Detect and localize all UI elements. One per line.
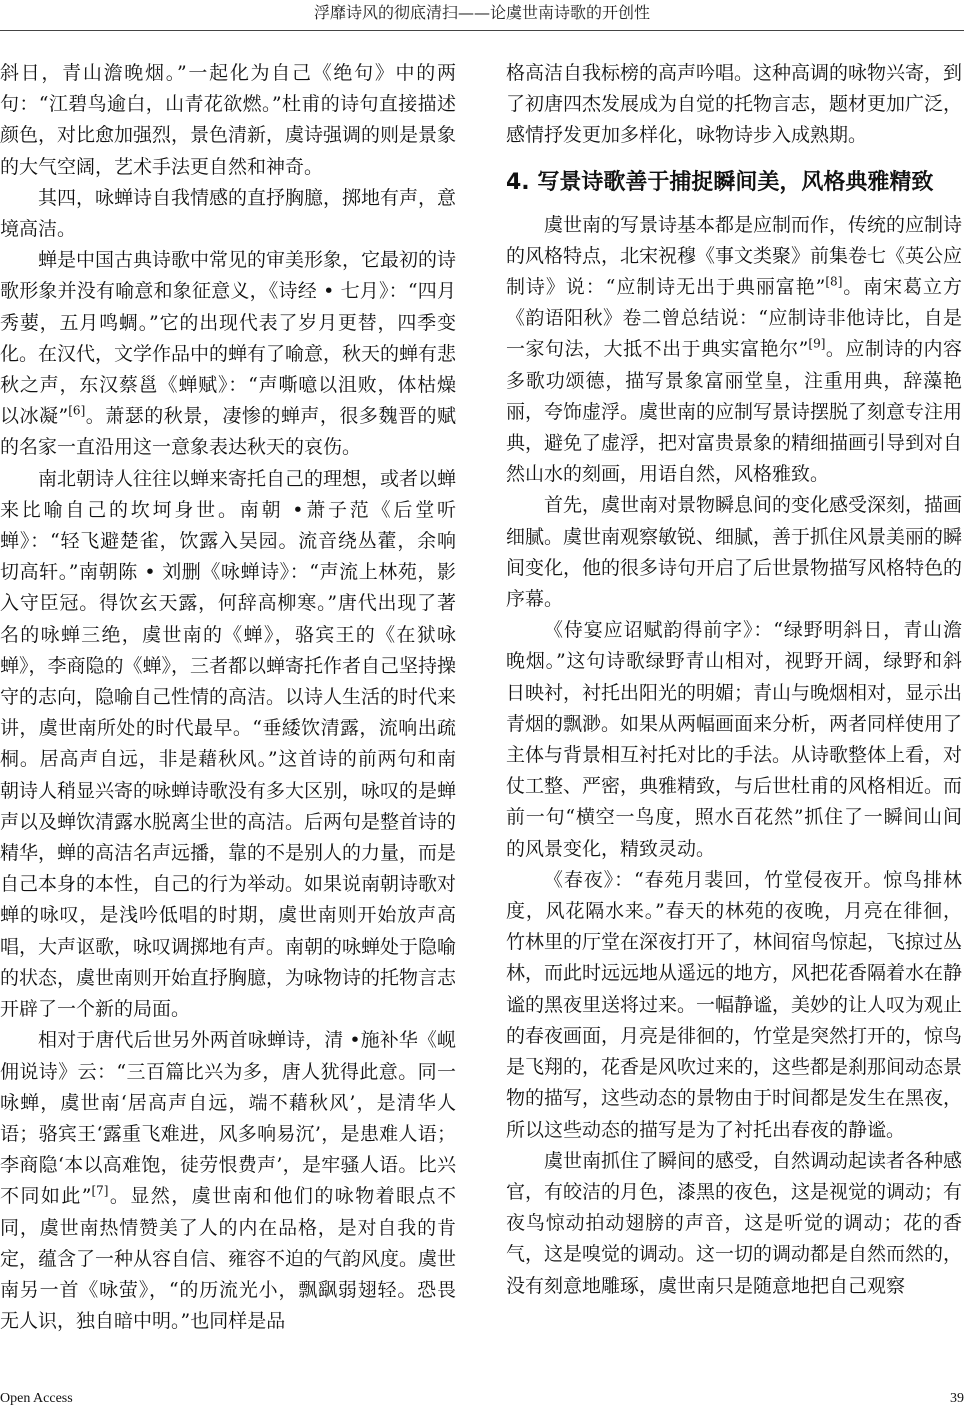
left-column <box>0 58 456 1337</box>
page-number: 39 <box>950 1391 964 1406</box>
paragraph-text: 。萧瑟的秋景，凄惨的蝉声，很多魏晋的赋的名家一直沿用这一意象表达秋天的哀伤。 <box>0 405 456 459</box>
footer-open-access: Open Access <box>0 1391 73 1406</box>
paragraph <box>0 1025 456 1337</box>
paragraph: 《春夜》：“春苑月裴回，竹堂侵夜开。惊鸟排林度，风花隔水来。”春天的林苑的夜晚，月亮在徘徊，竹林里的厅堂在深夜打开了，林间宿鸟惊起，飞掠过丛林，而此时远远地从遥远的地方，风把花香隔着水在静谧的黑夜里送将过来。一幅静谧，美妙的让人叹为观止的春夜画面，月亮是徘徊的，竹堂是突然打开的，惊鸟是飞翔的，花香是风吹过来的，这些都是刹那间动态景物的描写，这些动态的景物由于时间都是发生在黑夜，所以这些动态的描写是为了衬托出春夜的静谧。 <box>506 868 963 1141</box>
section-heading: 4. 写景诗歌善于捕捉瞬间美，风格典雅精致 <box>506 169 934 195</box>
paragraph: 虞世南抓住了瞬间的感受，自然调动起读者各种感官，有皎洁的月色，漆黑的夜色，这是视觉的调动；有夜鸟惊动拍动翅膀的声音，这是听觉的调动；花的香气，这是嗅觉的调动。这一切的调动都是自然而然的，没有刻意地雕琢，虞世南只是随意地把自己观察 <box>506 1149 963 1297</box>
paragraph-text: 相对于唐代后世另外两首咏蝉诗，清 •施补华《岘佣说诗》云：“三百篇比兴为多，唐人犹得此意。同一咏蝉，虞世南‘居高声自远，端不藉秋风’，是清华人语；骆宾王‘露重飞难进，风多响易沉’，是患难人语；李商隐‘本以高难饱，徒劳恨费声’，是牢骚人语。比兴不同如此” <box>0 1029 456 1208</box>
paragraph-text: 。显然，虞世南和他们的咏物着眼点不同，虞世南热情赞美了人的内在品格，是对自我的肯定，蕴含了一种从容自信、雍容不迫的气韵风度。虞世南另一首《咏萤》，“的历流光小，飘飖弱翅轻。恐畏无人识，独自暗中明。”也同样是品 <box>0 1185 457 1333</box>
paragraph: 《侍宴应诏赋韵得前字》：“绿野明斜日，青山澹晚烟。”这句诗歌绿野青山相对，视野开阔，绿野和斜日映衬，衬托出阳光的明媚；青山与晚烟相对，显示出青烟的飘渺。如果从两幅画面来分析，两者同样使用了主体与背景相互衬托对比的手法。从诗歌整体上看，对仗工整、严密，典雅精致，与后世杜甫的风格相近。而前一句“横空一鸟度，照水百花然”抓住了一瞬间山间的风景变化，精致灵动。 <box>506 619 963 860</box>
paragraph-text: 。南宋葛立方《韵语阳秋》卷二曾总结说：“应制诗非他诗比，自是一家句法，大抵不出于典实富艳尔” <box>506 276 962 361</box>
citation-ref: [9] <box>808 337 826 352</box>
paragraph: 首先，虞世南对景物瞬息间的变化感受深刻，描画细腻。虞世南观察敏锐、细腻，善于抓住风景美丽的瞬间变化，他的很多诗句开启了后世景物描写风格特色的序幕。 <box>506 494 963 611</box>
paragraph: 南北朝诗人往往以蝉来寄托自己的理想，或者以蝉来比喻自己的坎坷身世。南朝 •萧子范《后堂听蝉》：“轻飞避楚雀，饮露入吴园。流音绕丛藿，余响切高轩。”南朝陈 • 刘删《咏蝉诗》：“声流上林苑，影入守臣冠。得饮玄天露，何辞高柳寒。”唐代出现了著名的咏蝉三绝，虞世南的《蝉》，骆宾王的《在狱咏蝉》，李商隐的《蝉》，三者都以蝉寄托作者自己坚持操守的志向，隐喻自己性情的高洁。以诗人生活的时代来讲，虞世南所处的时代最早。“垂緌饮清露，流响出疏桐。居高声自远，非是藉秋风。”这首诗的前两句和南朝诗人稍显兴寄的咏蝉诗歌没有多大区别，咏叹的是蝉声以及蝉饮清露水脱离尘世的高洁。后两句是整首诗的精华，蝉的高洁名声远播，靠的不是别人的力量，而是自己本身的本性，自己的行为举动。如果说南朝诗歌对蝉的咏叹，是浅吟低唱的时期，虞世南则开始放声高唱，大声讴歌，咏叹调掷地有声。南朝的咏蝉处于隐喻的状态，虞世南则开始直抒胸臆，为咏物诗的托物言志开辟了一个新的局面。 <box>0 467 457 1021</box>
paragraph: 格高洁自我标榜的高声吟唱。这种高调的咏物兴寄，到了初唐四杰发展成为自觉的托物言志，题材更加广泛，感情抒发更加多样化，咏物诗步入成熟期。 <box>506 62 963 147</box>
paragraph-text: 。应制诗的内容多歌功颂德，描写景象富丽堂皇，注重用典，辞藻艳丽，夸饰虚浮。虞世南的应制写景诗摆脱了刻意专注用典，避免了虚浮，把对富贵景象的精细描画引导到对自然山水的刻画，用语自然，风格雅致。 <box>506 338 963 486</box>
running-header: 浮靡诗风的彻底清扫——论虞世南诗歌的开创性 <box>313 3 650 22</box>
paragraph-text: 虞世南的写景诗基本都是应制而作，传统的应制诗的风格特点，北宋祝穆《事文类聚》前集卷七《英公应制诗》说：“应制诗无出于典丽富艳” <box>506 213 963 299</box>
header-rule <box>0 30 964 31</box>
paragraph-text: 蝉是中国古典诗歌中常见的审美形象，它最初的诗歌形象并没有喻意和象征意义，《诗经 • 七月》：“四月秀葽，五月鸣蜩。”它的出现代表了岁月更替，四季变化。在汉代，文学作品中的蝉有了喻意，秋天的蝉有悲秋之声，东汉蔡邕《蝉赋》：“声嘶噫以沮败，体枯燥以冰凝” <box>0 249 457 428</box>
citation-ref: [6] <box>68 403 86 418</box>
paragraph: 斜日，青山澹晚烟。”一起化为自己《绝句》中的两句：“江碧鸟逾白，山青花欲燃。”杜甫的诗句直接描述颜色，对比愈加强烈，景色清新，虞诗强调的则是景象的大气空阔，艺术手法更自然和神奇。 <box>0 62 457 178</box>
paragraph <box>506 210 962 491</box>
paragraph: 其四，咏蝉诗自我情感的直抒胸臆，掷地有声，意境高洁。 <box>0 186 457 241</box>
paragraph <box>0 245 456 463</box>
citation-ref: [8] <box>825 274 843 289</box>
right-column <box>506 58 962 1302</box>
citation-ref: [7] <box>91 1183 109 1198</box>
